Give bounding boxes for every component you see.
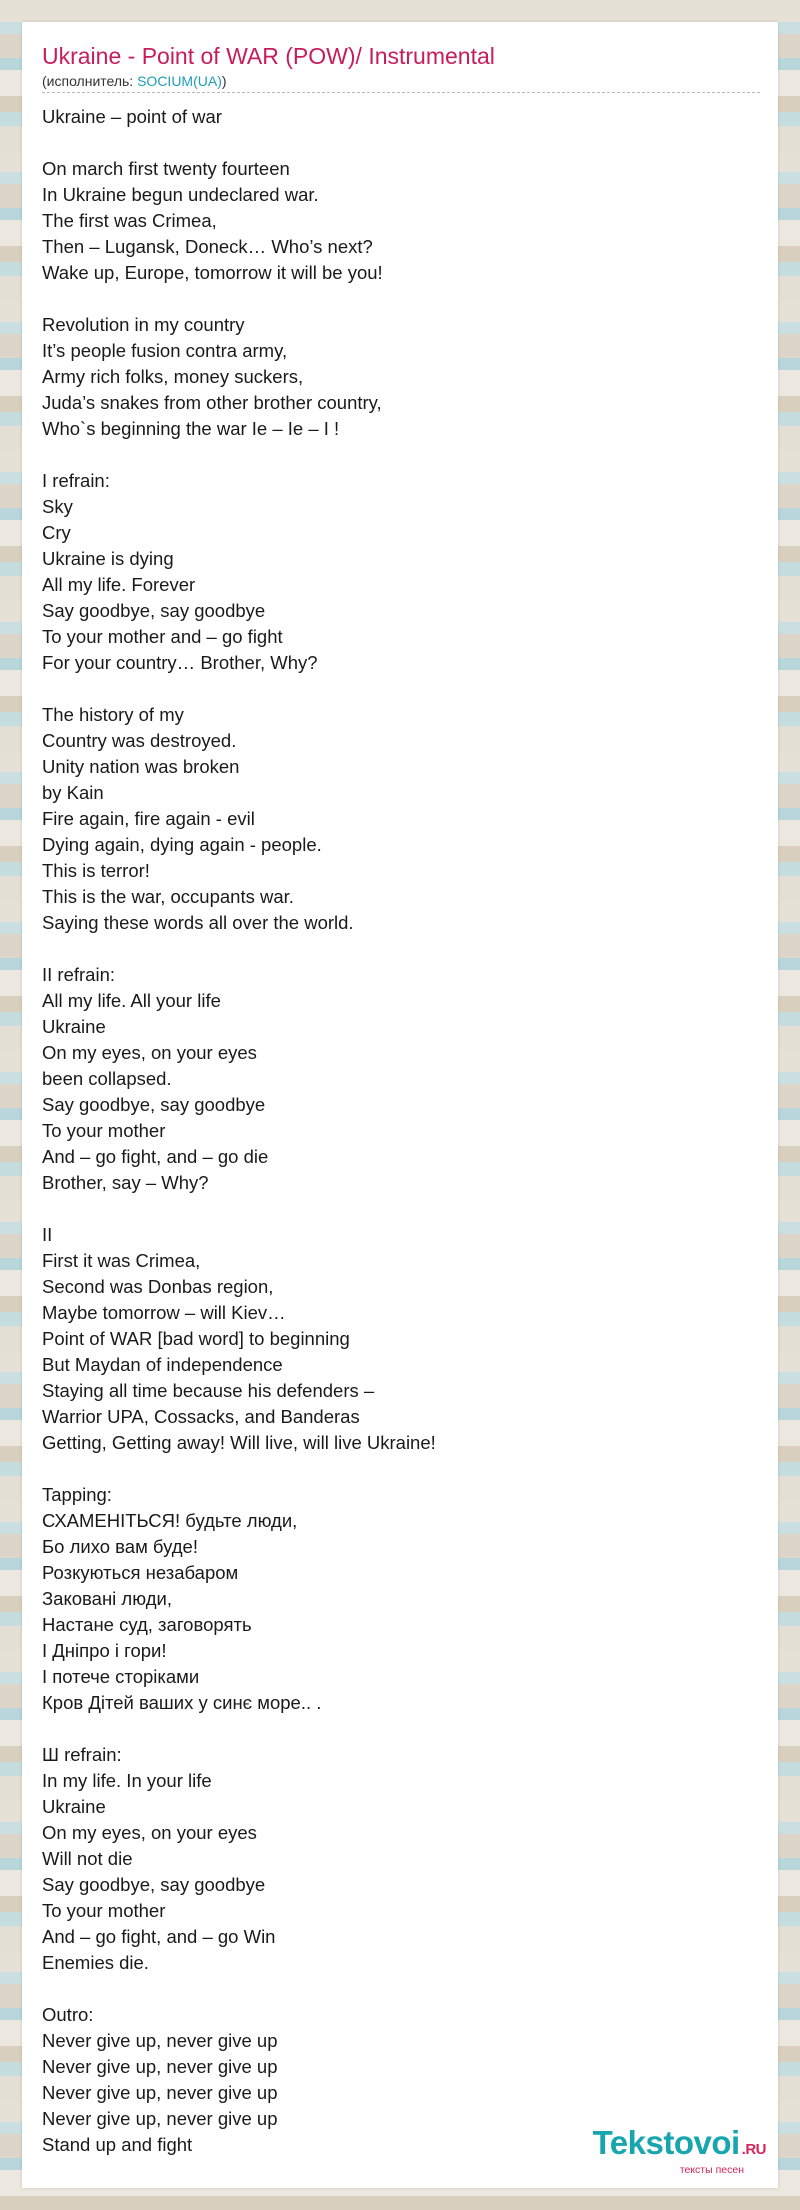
lyric-line: In my life. In your life xyxy=(42,1770,212,1791)
lyric-line: Fire again, fire again - evil xyxy=(42,808,255,829)
lyric-line: This is terror! xyxy=(42,860,150,881)
lyric-line: It’s people fusion contra army, xyxy=(42,340,288,361)
lyric-line: Ш refrain: xyxy=(42,1744,122,1765)
stanza-break xyxy=(42,130,742,156)
lyric-line: This is the war, occupants war. xyxy=(42,886,294,907)
lyric-line: Настане суд, заговорять xyxy=(42,1614,252,1635)
logo-wordmark xyxy=(593,2126,766,2166)
lyric-line: On my eyes, on your eyes xyxy=(42,1822,257,1843)
lyric-line: Never give up, never give up xyxy=(42,2056,278,2077)
lyric-line: Dying again, dying again - people. xyxy=(42,834,322,855)
stanza-break xyxy=(42,1196,742,1222)
lyrics-body xyxy=(42,104,742,2158)
lyric-line: The history of my xyxy=(42,704,184,725)
lyric-line: Cry xyxy=(42,522,71,543)
lyric-line: Sky xyxy=(42,496,73,517)
lyric-line: Кров Дітей ваших у синє море.. . xyxy=(42,1692,322,1713)
site-logo[interactable] xyxy=(593,2126,766,2176)
lyric-line: To your mother xyxy=(42,1120,166,1141)
lyric-line: Say goodbye, say goodbye xyxy=(42,1874,266,1895)
lyric-line: І потече сторіками xyxy=(42,1666,200,1687)
lyric-line: Say goodbye, say goodbye xyxy=(42,1094,266,1115)
song-title: Ukraine - Point of WAR (POW)/ Instrumental xyxy=(42,43,495,69)
lyric-line: Ukraine xyxy=(42,1796,106,1817)
lyric-line: And – go fight, and – go die xyxy=(42,1146,269,1167)
lyric-line: But Maydan of independence xyxy=(42,1354,283,1375)
logo-tagline: тексты песен xyxy=(679,2164,744,2176)
lyric-line: Maybe tomorrow – will Kiev… xyxy=(42,1302,286,1323)
lyric-line: All my life. Forever xyxy=(42,574,196,595)
lyric-line: Never give up, never give up xyxy=(42,2108,278,2129)
lyric-line: Warrior UPA, Cossacks, and Banderas xyxy=(42,1406,360,1427)
stanza-break xyxy=(42,1456,742,1482)
lyric-line: Getting, Getting away! Will live, will live Ukraine! xyxy=(42,1432,436,1453)
lyric-line: In Ukraine begun undeclared war. xyxy=(42,184,319,205)
lyric-line: On march first twenty fourteen xyxy=(42,158,290,179)
artist-link[interactable]: SOCIUM(UA) xyxy=(137,73,222,89)
lyric-line: And – go fight, and – go Win xyxy=(42,1926,276,1947)
lyric-line: To your mother xyxy=(42,1900,166,1921)
lyric-line: Who`s beginning the war Ie – Ie – I ! xyxy=(42,418,340,439)
lyric-line: Saying these words all over the world. xyxy=(42,912,354,933)
lyric-line: Бо лихо вам буде! xyxy=(42,1536,198,1557)
lyric-line: Ukraine xyxy=(42,1016,106,1037)
artist-line xyxy=(42,73,227,89)
lyric-line: by Kain xyxy=(42,782,104,803)
lyric-line: II xyxy=(42,1224,53,1245)
stanza-break xyxy=(42,1716,742,1742)
lyric-line: Wake up, Europe, tomorrow it will be you! xyxy=(42,262,383,283)
lyric-line: Розкуються незабаром xyxy=(42,1562,239,1583)
lyric-line: Revolution in my country xyxy=(42,314,245,335)
lyric-line: Stand up and fight xyxy=(42,2134,193,2155)
stanza-break xyxy=(42,676,742,702)
lyric-line: The first was Crimea, xyxy=(42,210,217,231)
lyric-line: Outro: xyxy=(42,2004,94,2025)
artist-suffix: ) xyxy=(221,73,227,89)
lyric-line: Заковані люди, xyxy=(42,1588,172,1609)
stanza-break xyxy=(42,1976,742,2002)
lyric-line: СХАМЕНІТЬСЯ! будьте люди, xyxy=(42,1510,298,1531)
lyric-line: Ukraine – point of war xyxy=(42,106,222,127)
header-divider xyxy=(42,92,760,93)
lyric-line: All my life. All your life xyxy=(42,990,221,1011)
lyric-line: Never give up, never give up xyxy=(42,2082,278,2103)
lyric-line: Brother, say – Why? xyxy=(42,1172,209,1193)
lyric-line: been collapsed. xyxy=(42,1068,172,1089)
lyric-line: Army rich folks, money suckers, xyxy=(42,366,304,387)
lyric-line: On my eyes, on your eyes xyxy=(42,1042,257,1063)
lyric-line: Enemies die. xyxy=(42,1952,149,1973)
stanza-break xyxy=(42,442,742,468)
lyric-line: I refrain: xyxy=(42,470,110,491)
stanza-break xyxy=(42,286,742,312)
lyric-line: Second was Donbas region, xyxy=(42,1276,274,1297)
lyric-line: Juda’s snakes from other brother country, xyxy=(42,392,382,413)
logo-tld: .RU xyxy=(741,2141,766,2158)
lyric-line: Tapping: xyxy=(42,1484,112,1505)
lyric-line: Point of WAR [bad word] to beginning xyxy=(42,1328,350,1349)
lyric-line: Say goodbye, say goodbye xyxy=(42,600,266,621)
lyric-line: Unity nation was broken xyxy=(42,756,240,777)
lyric-line: Country was destroyed. xyxy=(42,730,237,751)
lyric-line: Then – Lugansk, Doneck… Who’s next? xyxy=(42,236,373,257)
lyric-line: Ukraine is dying xyxy=(42,548,174,569)
lyric-line: First it was Crimea, xyxy=(42,1250,201,1271)
lyric-line: II refrain: xyxy=(42,964,115,985)
lyric-line: Never give up, never give up xyxy=(42,2030,278,2051)
lyrics-card xyxy=(22,22,778,2188)
stanza-break xyxy=(42,936,742,962)
lyric-line: Will not die xyxy=(42,1848,133,1869)
lyric-line: І Дніпро і гори! xyxy=(42,1640,167,1661)
lyric-line: To your mother and – go fight xyxy=(42,626,283,647)
lyric-line: Staying all time because his defenders – xyxy=(42,1380,375,1401)
lyric-line: For your country… Brother, Why? xyxy=(42,652,318,673)
logo-text: Tekstovoi xyxy=(592,2124,740,2161)
artist-prefix: (исполнитель: xyxy=(42,73,138,89)
